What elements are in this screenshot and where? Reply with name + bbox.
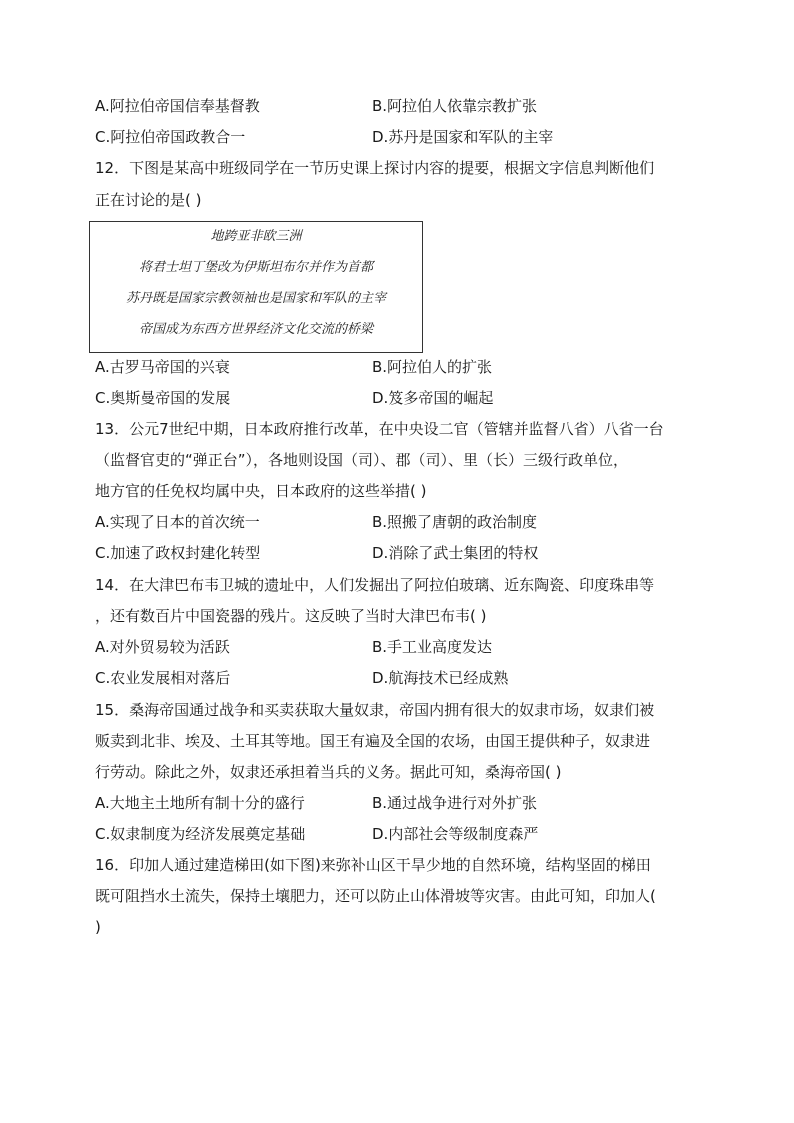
q14-stem-line2: ，还有数百片中国瓷器的残片。这反映了当时大津巴布韦( ) <box>95 607 487 625</box>
q15-option-b: B.通过战争进行对外扩张 <box>372 794 538 812</box>
q11-option-d: D.苏丹是国家和军队的主宰 <box>372 128 554 146</box>
q11-option-b: B.阿拉伯人依靠宗教扩张 <box>372 97 538 115</box>
q12-stem-line2: 正在讨论的是( ) <box>95 191 202 209</box>
q12-box-line-2: 将君士坦丁堡改为伊斯坦布尔并作为首都 <box>138 260 373 275</box>
q14-option-c: C.农业发展相对落后 <box>95 669 231 687</box>
q16-stem-line1: 16．印加人通过建造梯田(如下图)来弥补山区干旱少地的自然环境，结构坚固的梯田 <box>95 856 651 874</box>
q12-stem-line1: 12．下图是某高中班级同学在一节历史课上探讨内容的提要，根据文字信息判断他们 <box>95 159 655 177</box>
q12-box-line-1: 地跨亚非欧三洲 <box>210 229 302 244</box>
q12-summary-box <box>89 221 423 353</box>
q13-stem-line3: 地方官的任免权均属中央，日本政府的这些举措( ) <box>95 482 427 500</box>
q13-option-d: D.消除了武士集团的特权 <box>372 544 539 562</box>
q14-stem-line1: 14．在大津巴布韦卫城的遗址中，人们发掘出了阿拉伯玻璃、近东陶瓷、印度珠串等 <box>95 576 655 594</box>
q12-option-b: B.阿拉伯人的扩张 <box>372 358 493 376</box>
q12-box-line-4: 帝国成为东西方世界经济文化交流的桥梁 <box>138 322 373 337</box>
q13-option-c: C.加速了政权封建化转型 <box>95 544 261 562</box>
q12-box-line-3: 苏丹既是国家宗教领袖也是国家和军队的主宰 <box>125 291 386 306</box>
q15-option-a: A.大地主土地所有制十分的盛行 <box>95 794 305 812</box>
q15-stem-line3: 行劳动。除此之外，奴隶还承担着当兵的义务。据此可知，桑海帝国( ) <box>95 763 562 781</box>
q15-stem-line1: 15．桑海帝国通过战争和买卖获取大量奴隶，帝国内拥有很大的奴隶市场，奴隶们被 <box>95 701 655 719</box>
q14-option-b: B.手工业高度发达 <box>372 638 493 656</box>
q12-option-a: A.古罗马帝国的兴衰 <box>95 358 230 376</box>
q14-option-a: A.对外贸易较为活跃 <box>95 638 230 656</box>
q12-option-c: C.奥斯曼帝国的发展 <box>95 389 231 407</box>
q15-stem-line2: 贩卖到北非、埃及、土耳其等地。国王有遍及全国的农场，由国王提供种子，奴隶进 <box>95 732 651 750</box>
q13-option-b: B.照搬了唐朝的政治制度 <box>372 513 538 531</box>
q11-option-c: C.阿拉伯帝国政教合一 <box>95 128 246 146</box>
q13-stem-line1: 13．公元7世纪中期，日本政府推行改革，在中央设二官（管辖并监督八省）八省一台 <box>95 420 664 438</box>
q16-stem-line2: 既可阻挡水土流失，保持土壤肥力，还可以防止山体滑坡等灾害。由此可知，印加人( <box>95 887 656 905</box>
q16-stem-line3: ) <box>95 918 101 936</box>
q11-option-a: A.阿拉伯帝国信奉基督教 <box>95 97 260 115</box>
q13-stem-line2: （监督官吏的“弹正台”），各地则设国（司）、郡（司）、里（长）三级行政单位， <box>95 451 629 469</box>
q15-option-d: D.内部社会等级制度森严 <box>372 825 539 843</box>
q12-option-d: D.笈多帝国的崛起 <box>372 389 494 407</box>
q14-option-d: D.航海技术已经成熟 <box>372 669 509 687</box>
q15-option-c: C.奴隶制度为经济发展奠定基础 <box>95 825 306 843</box>
q13-option-a: A.实现了日本的首次统一 <box>95 513 260 531</box>
